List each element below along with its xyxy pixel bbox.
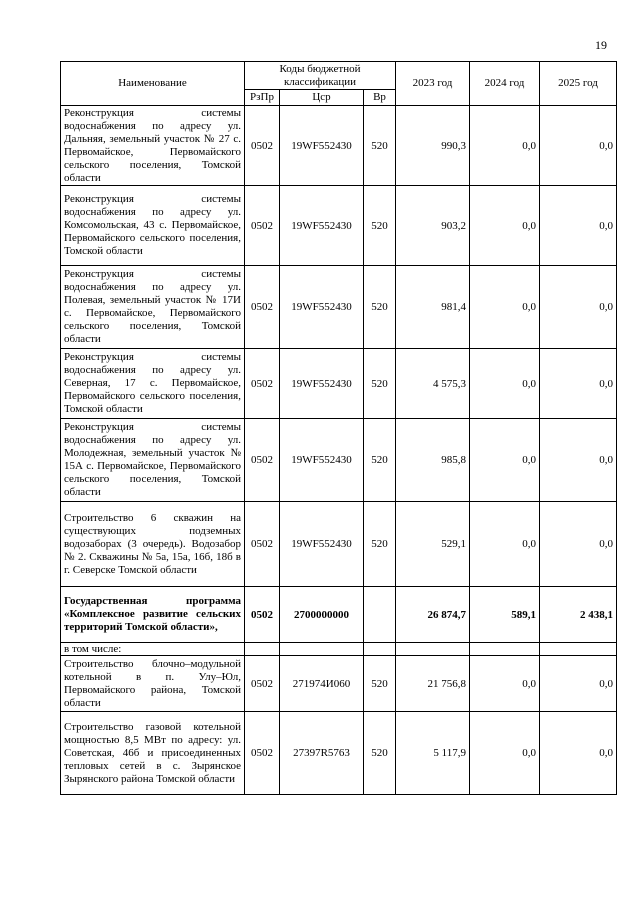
row-rzpr: 0502 [245, 349, 280, 419]
table-row [61, 419, 617, 502]
row-2025: 0,0 [540, 186, 617, 266]
header-2024: 2024 год [470, 62, 540, 106]
table-row [61, 712, 617, 795]
row-2024: 589,1 [470, 587, 540, 643]
row-name: Реконструкция системы водоснабжения по адресу ул. Молодежная, земельный участок № 15А с. Первомайское, Первомайского сельского поселения, Томской области [61, 419, 245, 502]
row-2023: 903,2 [396, 186, 470, 266]
row-2023: 529,1 [396, 502, 470, 587]
row-name: Строительство блочно–модульной котельной в п. Улу–Юл, Первомайского района, Томской области [61, 656, 245, 712]
row-2023: 981,4 [396, 266, 470, 349]
row-name: Реконструкция системы водоснабжения по адресу ул. Дальняя, земельный участок № 27 с. Первомайское, Первомайского сельского поселения, Томской области [61, 106, 245, 186]
row-2024: 0,0 [470, 106, 540, 186]
row-csr: 19WF552430 [280, 349, 364, 419]
row-2025: 0,0 [540, 712, 617, 795]
row-vr [364, 587, 396, 643]
header-rzpr: РзПр [245, 90, 280, 106]
header-vr: Вр [364, 90, 396, 106]
row-csr: 19WF552430 [280, 419, 364, 502]
row-2024: 0,0 [470, 186, 540, 266]
row-rzpr: 0502 [245, 186, 280, 266]
row-2024 [470, 643, 540, 656]
row-rzpr: 0502 [245, 106, 280, 186]
row-name: Строительство 6 скважин на существующих подземных водозаборах (3 очередь). Водозабор № 2. Скважины № 5а, 15а, 16б, 18б в г. Северске Томской области [61, 502, 245, 587]
row-rzpr: 0502 [245, 712, 280, 795]
row-name: Строительство газовой котельной мощностью 8,5 МВт по адресу: ул. Советская, 46б и присоединенных тепловых сетей в с. Зырянское Зырянского района Томской области [61, 712, 245, 795]
row-name: Реконструкция системы водоснабжения по адресу ул. Северная, 17 с. Первомайское, Первомайского сельского поселения, Томской области [61, 349, 245, 419]
row-2025: 0,0 [540, 656, 617, 712]
table-row [61, 186, 617, 266]
row-2023: 26 874,7 [396, 587, 470, 643]
table-row [61, 502, 617, 587]
row-rzpr: 0502 [245, 656, 280, 712]
row-rzpr: 0502 [245, 419, 280, 502]
row-2023 [396, 643, 470, 656]
row-vr: 520 [364, 656, 396, 712]
row-csr: 2700000000 [280, 587, 364, 643]
row-rzpr: 0502 [245, 587, 280, 643]
row-vr: 520 [364, 349, 396, 419]
row-2024: 0,0 [470, 349, 540, 419]
row-vr: 520 [364, 266, 396, 349]
header-codes: Коды бюджетной классификации [245, 62, 396, 90]
row-2025: 2 438,1 [540, 587, 617, 643]
row-2025: 0,0 [540, 349, 617, 419]
row-csr: 27397R5763 [280, 712, 364, 795]
row-vr: 520 [364, 186, 396, 266]
row-csr: 19WF552430 [280, 502, 364, 587]
row-name: Реконструкция системы водоснабжения по адресу ул. Полевая, земельный участок № 17И с. Первомайское, Первомайского сельского поселения, Томской области [61, 266, 245, 349]
row-rzpr: 0502 [245, 502, 280, 587]
row-name: в том числе: [61, 643, 245, 656]
row-2024: 0,0 [470, 656, 540, 712]
row-2023: 990,3 [396, 106, 470, 186]
row-name: Государственная программа «Комплексное развитие сельских территорий Томской области», [61, 587, 245, 643]
table-row [61, 349, 617, 419]
table-body [61, 106, 617, 795]
row-2024: 0,0 [470, 712, 540, 795]
row-vr: 520 [364, 502, 396, 587]
row-2023: 21 756,8 [396, 656, 470, 712]
table-row [61, 656, 617, 712]
budget-table [60, 61, 617, 795]
row-2023: 5 117,9 [396, 712, 470, 795]
row-2023: 4 575,3 [396, 349, 470, 419]
page-number: 19 [595, 38, 607, 52]
row-vr: 520 [364, 106, 396, 186]
table-row [61, 643, 617, 656]
row-rzpr [245, 643, 280, 656]
row-rzpr: 0502 [245, 266, 280, 349]
header-csr: Цср [280, 90, 364, 106]
row-csr: 19WF552430 [280, 186, 364, 266]
row-2025: 0,0 [540, 502, 617, 587]
row-csr: 19WF552430 [280, 266, 364, 349]
row-2025: 0,0 [540, 106, 617, 186]
row-2024: 0,0 [470, 502, 540, 587]
row-2024: 0,0 [470, 419, 540, 502]
row-csr: 271974И060 [280, 656, 364, 712]
row-name: Реконструкция системы водоснабжения по адресу ул. Комсомольская, 43 с. Первомайское, Первомайского сельского поселения, Томской области [61, 186, 245, 266]
row-csr: 19WF552430 [280, 106, 364, 186]
row-vr: 520 [364, 712, 396, 795]
header-2025: 2025 год [540, 62, 617, 106]
row-2025: 0,0 [540, 419, 617, 502]
row-2023: 985,8 [396, 419, 470, 502]
table-row [61, 106, 617, 186]
table-row [61, 587, 617, 643]
header-name: Наименование [61, 62, 245, 106]
table-row [61, 266, 617, 349]
row-vr: 520 [364, 419, 396, 502]
row-csr [280, 643, 364, 656]
row-vr [364, 643, 396, 656]
header-2023: 2023 год [396, 62, 470, 106]
row-2025 [540, 643, 617, 656]
row-2025: 0,0 [540, 266, 617, 349]
row-2024: 0,0 [470, 266, 540, 349]
